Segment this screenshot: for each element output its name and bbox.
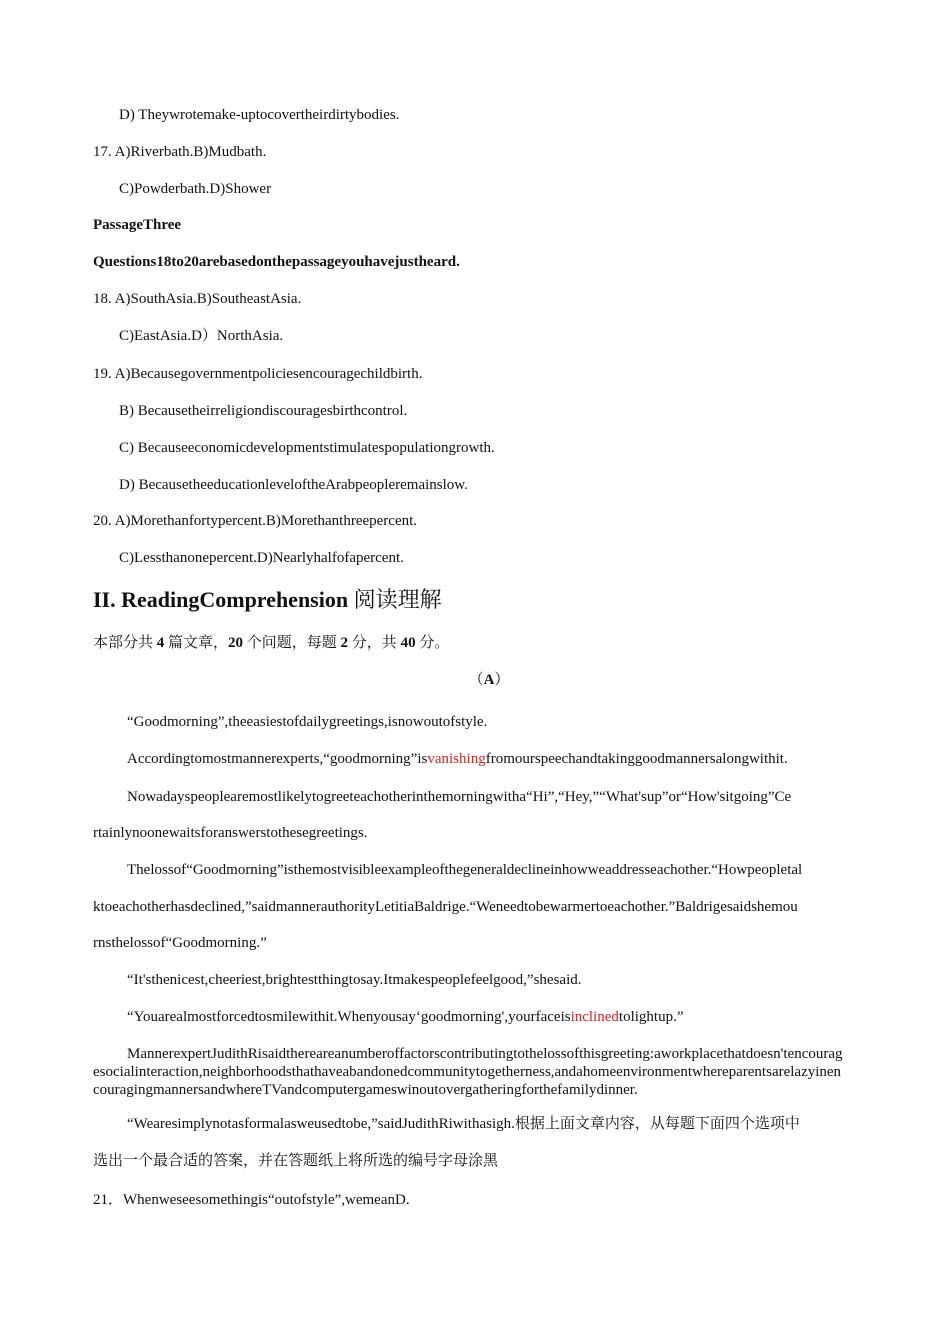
passage-label: [0, 671, 950, 689]
p6-text-after: tolightup.”: [618, 1009, 684, 1025]
q19-option-c: C) Becauseeconomicdevelopmentstimulatespopulationgrowth.: [119, 440, 495, 456]
intro-points-total: 40: [400, 635, 416, 651]
q16-option-d: D) Theywrotemake-uptocovertheirdirtybodies.: [119, 107, 400, 123]
intro-count-articles: 4: [156, 635, 165, 651]
passage-label-open: （: [468, 672, 484, 688]
section-title-cn: 阅读理解: [353, 587, 442, 612]
q17-options-cd: C)Powderbath.D)Shower: [119, 181, 272, 197]
passage-paragraph-4-line-3: rnsthelossof“Goodmorning.”: [93, 935, 267, 951]
intro-text-1: 本部分共: [93, 635, 157, 651]
passage-paragraph-4-line-1: Thelossof“Goodmorning”isthemostvisibleexampleofthegeneraldeclineinhowweaddresseachother.“Howpeopletal: [127, 862, 803, 878]
p2-highlighted-word: vanishing: [427, 751, 486, 767]
passage-paragraph-3-line-2: rtainlynoonewaitsforanswerstothesegreetings.: [93, 825, 368, 841]
p2-text-after: fromourspeechandtakinggoodmannersalongwithit.: [485, 751, 788, 767]
intro-count-questions: 20: [228, 635, 244, 651]
passage-paragraph-6: [127, 1008, 683, 1026]
q18-options-cd: C)EastAsia.D）NorthAsia.: [119, 328, 284, 344]
passage-paragraph-5: “It'sthenicest,cheeriest,brightestthingtosay.Itmakespeoplefeelgood,”shesaid.: [127, 972, 582, 988]
q19-option-d: D) BecausetheeducationleveloftheArabpeopleremainslow.: [119, 477, 468, 493]
passage-paragraph-8-line-1: [127, 1115, 800, 1133]
passage-paragraph-1: “Goodmorning”,theeasiestofdailygreetings,isnowoutofstyle.: [127, 714, 488, 730]
p6-highlighted-word: inclined: [570, 1009, 619, 1025]
section-heading: [93, 587, 442, 613]
intro-text-2: 篇文章，: [164, 635, 229, 651]
passage-three-instruction: Questions18to20arebasedonthepassageyouhavejustheard.: [93, 254, 460, 270]
passage-label-letter: A: [483, 672, 495, 688]
q19-option-b: B) Becausetheirreligiondiscouragesbirthcontrol.: [119, 403, 408, 419]
q20-options-cd: C)Lessthanonepercent.D)Nearlyhalfofapercent.: [119, 550, 404, 566]
passage-paragraph-4-line-2: ktoeachotherhasdeclined,”saidmannerauthorityLetitiaBaldrige.“Weneedtobewarmertoeachother.”Baldrigesaidshemou: [93, 899, 798, 915]
section-title-en: ReadingComprehension: [121, 587, 354, 612]
p8-quote: “Wearesimplynotasformalasweusedtobe,”saidJudithRiwithasigh.: [127, 1116, 515, 1132]
section-number: II: [93, 587, 111, 612]
p8-instruction-cn-1: 根据上面文章内容，从每题下面四个选项中: [514, 1116, 800, 1132]
question-21: 21．Whenweseesomethingis“outofstyle”,wemeanD.: [93, 1192, 410, 1208]
p2-text-before: Accordingtomostmannerexperts,“goodmorning”is: [127, 751, 428, 767]
intro-text-5: 分。: [415, 635, 450, 651]
q19-option-a: 19. A)Becausegovernmentpoliciesencouragechildbirth.: [93, 366, 423, 382]
q18-options-ab: 18. A)SouthAsia.B)SoutheastAsia.: [93, 291, 302, 307]
intro-text-3: 个问题，每题: [243, 635, 341, 651]
passage-three-heading: PassageThree: [93, 217, 182, 233]
passage-paragraph-3-line-1: Nowadayspeoplearemostlikelytogreeteachotherinthemorningwitha“Hi”,“Hey,”“What'sup”or“How'sitgoing”Ce: [127, 789, 792, 805]
passage-label-close: ）: [494, 672, 510, 688]
passage-paragraph-7: MannerexpertJudithRisaidthereareanumberoffactorscontributingtothelossofthisgreeting:aworkplacethatdoesn'tencouragesocialinteraction,neighborhoodsthathaveabandonedcommunitytogetherness,andahomeenvironmentwhereparentsarelazyinencouragingmannersandwhereTVandcomputergameswinoutovergatheringforthefamilydinner.: [93, 1046, 843, 1098]
q20-options-ab: 20. A)Morethanfortypercent.B)Morethanthreepercent.: [93, 513, 418, 529]
q17-options-ab: 17. A)Riverbath.B)Mudbath.: [93, 144, 267, 160]
p6-text-before: “Youarealmostforcedtosmilewithit.Whenyousay‘goodmorning',yourfaceis: [127, 1009, 571, 1025]
section-intro: [93, 634, 449, 652]
section-dot: .: [110, 587, 122, 612]
intro-points-each: 2: [340, 635, 349, 651]
passage-paragraph-2: [127, 750, 788, 768]
intro-text-4: 分，共: [348, 635, 401, 651]
passage-paragraph-8-line-2: 选出一个最合适的答案，并在答题纸上将所选的编号字母涂黑: [93, 1153, 499, 1169]
